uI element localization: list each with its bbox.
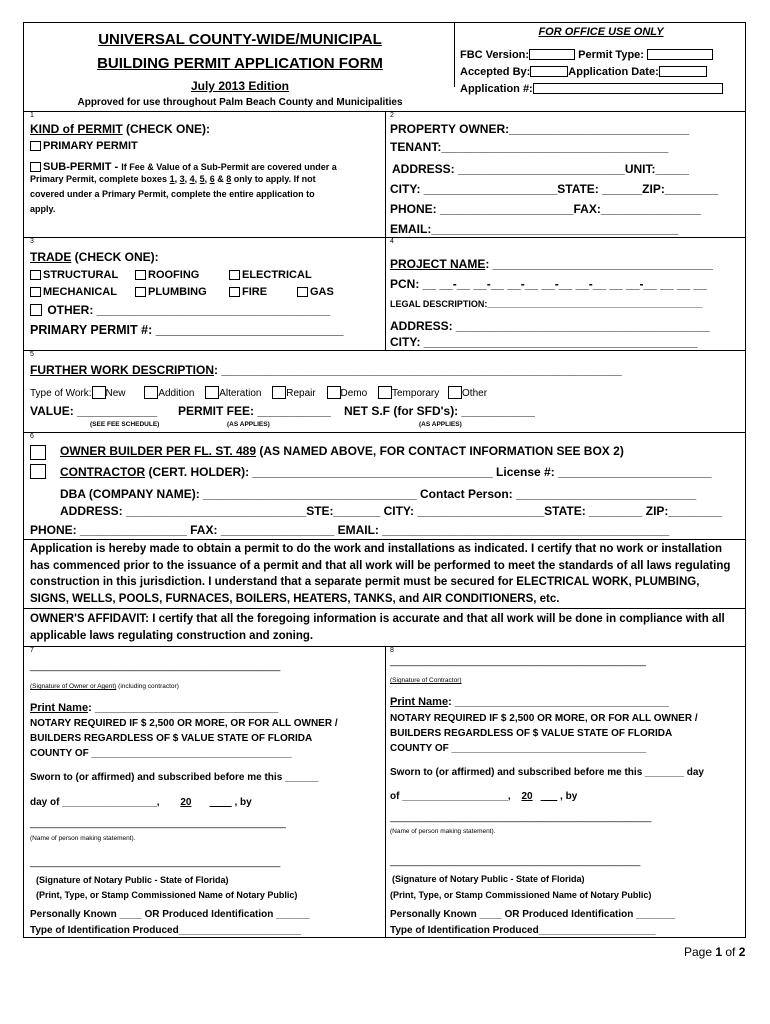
permit-fee-field[interactable]: PERMIT FEE: ___________: [178, 404, 331, 418]
owner-notary-signature-line[interactable]: _____________________________________________: [30, 857, 281, 868]
contractor-id-type-field[interactable]: Type of Identification Produced_____________________: [390, 925, 656, 936]
contractor-signature-caption: (Signature of Contractor): [390, 677, 462, 684]
other-work-checkbox[interactable]: [448, 386, 462, 399]
contractor-print-name-field[interactable]: Print Name: ___________________________________: [390, 696, 669, 708]
property-owner-field[interactable]: PROPERTY OWNER:___________________________: [390, 122, 690, 136]
repair-label: Repair: [286, 388, 316, 399]
net-sf-field[interactable]: NET S.F (for SFD's): ___________: [344, 404, 535, 418]
application-no-field[interactable]: [533, 83, 723, 94]
trade-structural-option[interactable]: STRUCTURAL: [30, 269, 118, 281]
tenant-field[interactable]: TENANT:__________________________________: [390, 140, 669, 154]
contractor-phone-field[interactable]: PHONE: ________________ FAX: _________________ EMAIL: ___________________________________________: [30, 523, 670, 537]
application-date-label: Application Date:: [568, 66, 659, 78]
permit-type-label: Permit Type:: [578, 49, 644, 61]
form-edition: July 2013 Edition: [190, 79, 290, 93]
project-city-field[interactable]: CITY: _________________________________________: [390, 335, 698, 349]
owner-sworn-field[interactable]: Sworn to (or affirmed) and subscribed before me this ______: [30, 772, 319, 783]
new-checkbox[interactable]: [92, 386, 106, 399]
owner-builder-option: OWNER BUILDER PER FL. ST. 489 (AS NAMED ABOVE, FOR CONTACT INFORMATION SEE BOX 2): [60, 444, 624, 458]
trade-gas-option[interactable]: GAS: [297, 286, 334, 298]
contractor-checkbox[interactable]: [30, 464, 46, 479]
office-heading: FOR OFFICE USE ONLY: [538, 26, 664, 38]
contractor-address-field[interactable]: ADDRESS: ___________________________STE:_______ CITY: ___________________STATE: ________ ZIP:________: [60, 504, 722, 518]
see-fee-schedule-note: (SEE FEE SCHEDULE): [90, 421, 160, 428]
owner-address-field[interactable]: ADDRESS: _________________________UNIT:_____: [392, 162, 689, 176]
sub-permit-checkbox[interactable]: [30, 162, 41, 172]
owner-notary-signature-caption: (Signature of Notary Public - State of Florida): [36, 875, 229, 885]
permit-form: [23, 22, 746, 938]
contractor-name-statement-caption: (Name of person making statement).: [390, 828, 496, 835]
trade-fire-option[interactable]: FIRE: [229, 286, 267, 298]
roofing-checkbox[interactable]: [135, 270, 146, 280]
trade-electrical-option[interactable]: ELECTRICAL: [229, 269, 312, 281]
temporary-label: Temporary: [391, 388, 440, 399]
office-row-2: [460, 66, 707, 78]
fire-checkbox[interactable]: [229, 287, 240, 297]
owner-notary-print-caption: (Print, Type, or Stamp Commissioned Name of Notary Public): [36, 890, 298, 900]
application-no-label: Application #:: [460, 83, 533, 95]
owner-day-field[interactable]: day of _________________, 20 , by: [30, 797, 252, 808]
contractor-signature-line[interactable]: ______________________________________________: [390, 656, 646, 667]
structural-checkbox[interactable]: [30, 270, 41, 280]
owner-builder-checkbox[interactable]: [30, 445, 46, 460]
owner-notary-required-2: BUILDERS REGARDLESS OF $ VALUE STATE OF FLORIDA: [30, 733, 313, 744]
contractor-day-field[interactable]: of ___________________, 20 , by: [390, 791, 578, 802]
temporary-checkbox[interactable]: [378, 386, 392, 399]
box-number-1: 1: [30, 112, 34, 119]
addition-checkbox[interactable]: [144, 386, 158, 399]
owner-email-field[interactable]: EMAIL:_____________________________________: [390, 222, 679, 236]
box-number-7: 7: [30, 647, 34, 654]
sub-permit-note-3: covered under a Primary Permit, complete the entire application to: [30, 189, 315, 199]
new-label: New: [105, 388, 126, 399]
primary-permit-option[interactable]: PRIMARY PERMIT: [30, 140, 138, 152]
office-row-3: [460, 83, 723, 95]
owner-signature-line[interactable]: _____________________________________________: [30, 661, 281, 672]
demo-checkbox[interactable]: [327, 386, 341, 399]
office-row-1: [460, 49, 713, 61]
owner-print-name-field[interactable]: Print Name: ______________________________: [30, 702, 279, 714]
contractor-notary-print-caption: (Print, Type, or Stamp Commissioned Name of Notary Public): [390, 890, 652, 900]
contractor-sworn-field[interactable]: Sworn to (or affirmed) and subscribed before me this _______ day: [390, 767, 704, 778]
application-date-field[interactable]: [659, 66, 707, 77]
application-statement: Application is hereby made to obtain a permit to do the work and installations as indicated. I certify that no work or installation has commenced prior to the issuance of a permit and that all work will be performed to meet the standards of all laws regulating construction in this jurisdiction. I understand that a separate permit must be secured for ELECTRICAL WORK, PLUMBING, SIGNS, WELLS, POOLS, FURNACES, BOILERS, HEATERS, TANKS, and AIR CONDITIONERS, etc.: [30, 543, 731, 605]
form-title-line2: BUILDING PERMIT APPLICATION FORM: [97, 55, 383, 72]
trade-mechanical-option[interactable]: MECHANICAL: [30, 286, 117, 298]
contractor-notary-signature-caption: (Signature of Notary Public - State of Florida): [392, 874, 585, 884]
box-number-5: 5: [30, 351, 34, 358]
owner-personally-known-field[interactable]: Personally Known ____ OR Produced Identification ______: [30, 909, 310, 920]
owner-phone-field[interactable]: PHONE: ____________________FAX:_______________: [390, 202, 701, 216]
legal-description-field[interactable]: LEGAL DESCRIPTION:___________________________________________: [390, 299, 703, 309]
pcn-field[interactable]: PCN: __ __-__ __-__ __-__ __-__ __-__ __ __-__ __ __ __: [390, 277, 707, 291]
trade-plumbing-option[interactable]: PLUMBING: [135, 286, 207, 298]
contractor-notary-required-2: BUILDERS REGARDLESS OF $ VALUE STATE OF FLORIDA: [390, 728, 673, 739]
accepted-by-label: Accepted By:: [460, 66, 531, 78]
box-number-4: 4: [390, 238, 394, 245]
contractor-field[interactable]: CONTRACTOR (CERT. HOLDER): ____________________________________ License #: _______________________: [60, 465, 712, 479]
dba-field[interactable]: DBA (COMPANY NAME): ________________________________ Contact Person: ___________________________: [60, 487, 697, 501]
trade-other-option[interactable]: OTHER: ___________________________________: [30, 303, 330, 317]
primary-permit-number-field[interactable]: PRIMARY PERMIT #: ___________________________: [30, 323, 344, 337]
box-number-3: 3: [30, 238, 34, 245]
owner-signature-caption: (Signature of Owner or Agent) (including contractor): [30, 683, 179, 690]
permit-fee-applies-note: (AS APPLIES): [227, 421, 270, 428]
owner-name-statement-caption: (Name of person making statement).: [30, 835, 136, 842]
addition-label: Addition: [158, 388, 195, 399]
owner-city-field[interactable]: CITY: ____________________STATE: ______ZIP:________: [390, 182, 719, 196]
box-number-2: 2: [390, 112, 394, 119]
box-number-6: 6: [30, 433, 34, 440]
accepted-by-field[interactable]: [530, 66, 568, 77]
box-number-8: 8: [390, 647, 394, 654]
page-indicator: Page 1 of 2: [684, 945, 746, 959]
repair-checkbox[interactable]: [272, 386, 286, 399]
fbc-version-field[interactable]: [529, 49, 575, 60]
contractor-name-statement-line[interactable]: _______________________________________________: [390, 812, 652, 823]
trade-roofing-option[interactable]: ROOFING: [135, 269, 199, 281]
sub-permit-note-4: apply.: [30, 204, 56, 214]
alteration-checkbox[interactable]: [205, 386, 219, 399]
mechanical-checkbox[interactable]: [30, 287, 41, 297]
owner-county-field[interactable]: COUNTY OF ____________________________________: [30, 748, 292, 759]
type-of-work-row: [30, 386, 487, 399]
contractor-county-field[interactable]: COUNTY OF ___________________________________: [390, 743, 647, 754]
other-work-label: Other: [462, 388, 488, 399]
owner-notary-required-1: NOTARY REQUIRED IF $ 2,500 OR MORE, OR FOR ALL OWNER /: [30, 718, 338, 729]
fbc-version-label: FBC Version:: [460, 49, 530, 61]
project-name-field[interactable]: PROJECT NAME: _________________________________: [390, 257, 713, 271]
demo-label: Demo: [340, 388, 368, 399]
plumbing-checkbox[interactable]: [135, 287, 146, 297]
primary-permit-checkbox[interactable]: [30, 141, 41, 151]
sub-permit-note-2: Primary Permit, complete boxes 1, 3, 4, 5, 6 & 8 only to apply. If not: [30, 174, 316, 184]
gas-checkbox[interactable]: [297, 287, 308, 297]
project-address-field[interactable]: ADDRESS: ______________________________________: [390, 319, 710, 333]
contractor-personally-known-field[interactable]: Personally Known ____ OR Produced Identification _______: [390, 909, 676, 920]
further-work-description-field[interactable]: FURTHER WORK DESCRIPTION: ____________________________________________________________: [30, 363, 622, 377]
alteration-label: Alteration: [219, 388, 262, 399]
net-sf-applies-note: (AS APPLIES): [419, 421, 462, 428]
owner-id-type-field[interactable]: Type of Identification Produced______________________: [30, 925, 302, 936]
other-trade-checkbox[interactable]: [30, 304, 42, 316]
trade-heading: TRADE (CHECK ONE):: [30, 250, 159, 264]
contractor-notary-required-1: NOTARY REQUIRED IF $ 2,500 OR MORE, OR FOR ALL OWNER /: [390, 713, 698, 724]
owner-name-statement-line[interactable]: ______________________________________________: [30, 818, 286, 829]
owners-affidavit: OWNER'S AFFIDAVIT: I certify that all the foregoing information is accurate and that all work will be done in compliance with all applicable laws regulating construction and zoning.: [30, 613, 725, 642]
type-of-work-label: Type of Work:: [30, 388, 92, 399]
form-title-line1: UNIVERSAL COUNTY-WIDE/MUNICIPAL: [98, 31, 382, 48]
sub-permit-option[interactable]: SUB-PERMIT - If Fee & Value of a Sub-Permit are covered under a: [30, 157, 337, 175]
electrical-checkbox[interactable]: [229, 270, 240, 280]
permit-type-field[interactable]: [647, 49, 713, 60]
approved-statement: Approved for use throughout Palm Beach County and Municipalities: [77, 97, 403, 108]
contractor-notary-signature-line[interactable]: _____________________________________________: [390, 856, 641, 867]
kind-of-permit-heading: KIND of PERMIT (CHECK ONE):: [30, 122, 210, 136]
value-field[interactable]: VALUE: ____________: [30, 404, 158, 418]
